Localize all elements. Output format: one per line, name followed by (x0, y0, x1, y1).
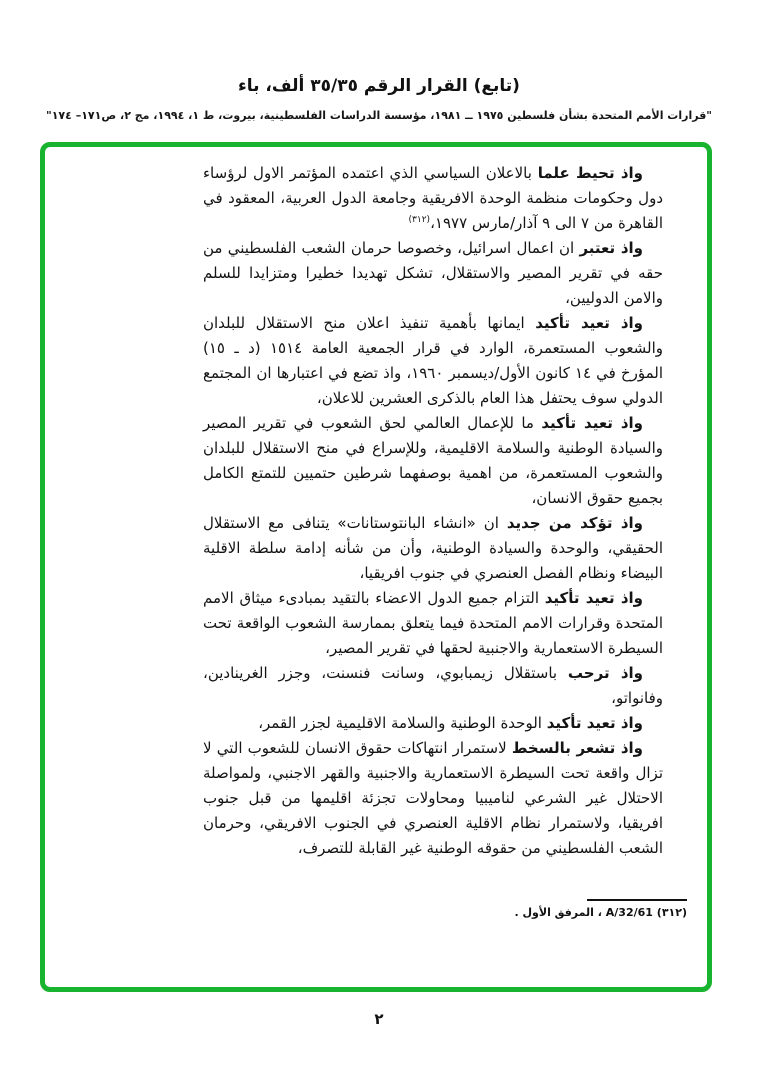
paragraph-text: التزام جميع الدول الاعضاء بالتقيد بمبادىء ميثاق الامم المتحدة وقرارات الامم المتحدة فيما يتعلق بممارسة الشعوب الواقعة تحت السيطرة الاستعمارية والاجنبية لحقها في تقرير المصير، (203, 589, 663, 657)
paragraph-lead: واذ تعيد تأكيد (541, 414, 643, 432)
paragraph-lead: واذ تعتبر (579, 239, 643, 257)
paragraph-text: باستقلال زيمبابوي، وسانت فنسنت، وجزر الغرينادين، وفانواتو، (203, 664, 663, 707)
body-paragraph (203, 711, 663, 736)
paragraph-lead: واذ تعيد تأكيد (544, 589, 643, 607)
page-number: ٢ (374, 1010, 384, 1028)
paragraph-lead: واذ ترحب (567, 664, 643, 682)
footnote-marker: (٣١٢) (656, 906, 687, 919)
paragraph-text: ما للإعمال العالمي لحق الشعوب في تقرير المصير والسيادة الوطنية والسلامة الاقليمية، وللإسراع في منح الاستقلال للبلدان والشعوب المستعمرة، من اهمية بوصفهما شرطين حتميين للتمتع الكامل بجميع حقوق الانسان، (203, 414, 663, 507)
paragraph-text: لاستمرار انتهاكات حقوق الانسان للشعوب التي لا تزال واقعة تحت السيطرة الاستعمارية والاجنبية والقهر الاجنبي، ولمواصلة الاحتلال غير الشرعي لناميبيا ومحاولات تجزئة اقليمها من قبل جنوب افريقيا، ولاستمرار نظام الاقلية العنصري في الجنوب الافريقي، وحرمان الشعب الفلسطيني من حقوقه الوطنية غير القابلة للتصرف، (203, 739, 663, 857)
body-paragraph (203, 736, 663, 861)
body-paragraph (203, 586, 663, 661)
body-paragraph (203, 661, 663, 711)
footnote-reference: A/32/61 (605, 906, 653, 919)
paragraph-lead: واذ تشعر بالسخط (511, 739, 643, 757)
paragraph-lead: واذ تعيد تأكيد (546, 714, 643, 732)
page-title: (تابع) القرار الرقم ٣٥/٣٥ ألف، باء (238, 76, 520, 96)
paragraph-text: بالاعلان السياسي الذي اعتمده المؤتمر الاول لرؤساء دول وحكومات منظمة الوحدة الافريقية وجامعة الدول العربية، المعقود في القاهرة من ٧ الى ٩ آذار/مارس ١٩٧٧، (203, 164, 663, 232)
content-border-box (40, 142, 712, 992)
paragraph-text: ايمانها بأهمية تنفيذ اعلان منح الاستقلال للبلدان والشعوب المستعمرة، الوارد في قرار الجمعية العامة ١٥١٤ (د ـ ١٥) المؤرخ في ١٤ كانون الأول/ديسمبر ١٩٦٠، واذ تضع في اعتبارها ان المجتمع الدولي سوف يحتفل هذا العام بالذكرى العشرين للاعلان، (203, 314, 663, 407)
source-citation: "قرارات الأمم المتحدة بشأن فلسطين ١٩٧٥ ــ ١٩٨١، مؤسسة الدراسات الفلسطينية، بيروت، ط ١، ١٩٩٤، مج ٢، ص١٧١– ١٧٤" (45, 109, 713, 122)
footnote-separator-rule (587, 899, 687, 901)
body-paragraph (203, 161, 663, 236)
body-paragraph (203, 236, 663, 311)
paragraph-text: ان «انشاء البانتوستانات» يتنافى مع الاستقلال الحقيقي، والوحدة والسيادة الوطنية، وأن من شأنه إدامة سلطة الاقلية البيضاء ونظام الفصل العنصري في جنوب افريقيا، (203, 514, 663, 582)
body-paragraph (203, 511, 663, 586)
paragraph-lead: واذ تعيد تأكيد (535, 314, 643, 332)
footnote-line (467, 906, 687, 919)
paragraph-lead: واذ تحيط علما (537, 164, 643, 182)
footnote-block (467, 899, 687, 919)
body-paragraph (203, 311, 663, 411)
footnote-text: ، المرفق الأول . (514, 906, 602, 919)
footnote-ref-marker: (٣١٢) (408, 215, 431, 225)
resolution-body (203, 161, 663, 861)
paragraph-text: الوحدة الوطنية والسلامة الاقليمية لجزر القمر، (258, 714, 547, 732)
paragraph-lead: واذ تؤكد من جديد (506, 514, 643, 532)
paragraph-text: ان اعمال اسرائيل، وخصوصا حرمان الشعب الفلسطيني من حقه في تقرير المصير والاستقلال، تشكل تهديدا خطيرا ومتزايدا للسلم والامن الدوليين، (203, 239, 663, 307)
body-paragraph (203, 411, 663, 511)
